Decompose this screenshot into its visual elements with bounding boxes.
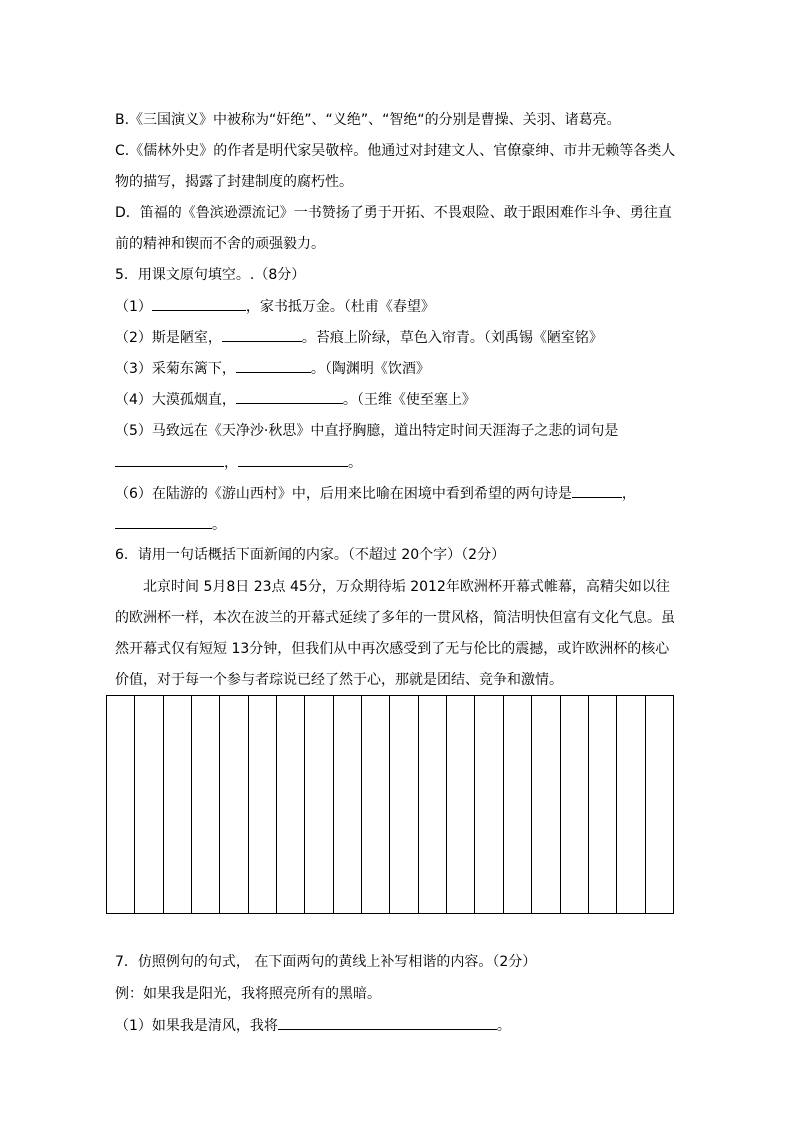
q5-item-6-end: 。 — [212, 517, 226, 533]
answer-grid-cell[interactable] — [419, 696, 447, 913]
q4-option-d-line1: D．笛福的《鲁滨逊漂流记》一书赞扬了勇于开拓、不畏艰险、敢于跟困难作斗争、勇往直 — [115, 205, 672, 221]
q5-item-5-end: 。 — [348, 455, 362, 471]
q6-news-line4: 价值，对于每一个参与者琮说已经了然于心，那就是团结、竞争和激情。 — [115, 672, 563, 688]
answer-grid-cell[interactable] — [334, 696, 362, 913]
q6-news-line2: 的欧洲杯一样，本次在波兰的开幕式延续了多年的一贯风格，简洁明快但富有文化气息。虽 — [115, 610, 675, 626]
answer-grid-cell[interactable] — [220, 696, 248, 913]
q7-title: 7．仿照例句的句式， 在下面两句的黄线上补写相谐的内容。（2分） — [115, 954, 537, 970]
q5-item-5-comma: ， — [224, 455, 238, 471]
q7-item-1-end: 。 — [496, 1018, 511, 1034]
q5-item-5-blank-1[interactable] — [115, 452, 224, 467]
q4-option-b: B.《三国演义》中被称为“奸绝”、“义绝”、“智绝“的分别是曹操、关羽、诸葛亮。 — [115, 112, 621, 128]
q5-item-1-number: （1） — [115, 299, 152, 315]
answer-grid-cell[interactable] — [249, 696, 277, 913]
answer-grid-cell[interactable] — [475, 696, 503, 913]
q5-item-6-comma: ， — [621, 486, 636, 502]
q5-item-2 — [115, 327, 603, 348]
q5-item-2-text-after: 。苔痕上阶绿，草色入帘青。（刘禹锡《陋室铭》 — [301, 330, 603, 346]
q5-item-3-text-after: 。（陶渊明《饮酒》 — [310, 361, 430, 377]
q5-item-5-blank-2[interactable] — [238, 452, 348, 467]
answer-grid-cell[interactable] — [362, 696, 390, 913]
q5-item-3-text-before: （3）采菊东篱下， — [115, 361, 236, 377]
q5-item-5-line1: （5）马致远在《天净沙·秋思》中直抒胸臆，道出特定时间天涯海子之悲的词句是 — [115, 423, 619, 439]
q5-item-6-blank-2[interactable] — [115, 514, 212, 529]
answer-grid-cell[interactable] — [390, 696, 418, 913]
answer-grid-cell[interactable] — [447, 696, 475, 913]
q4-option-d-line2: 前的精神和锲而不舍的顽强毅力。 — [115, 236, 325, 252]
q5-item-6-blank-1[interactable] — [572, 483, 622, 498]
answer-grid-cell[interactable] — [532, 696, 560, 913]
q5-item-6-line1 — [115, 483, 636, 504]
q6-news-line3: 然开幕式仅有短短 13分钟，但我们从中再次感受到了无与伦比的震撼，或许欧洲杯的核心 — [115, 641, 670, 657]
q5-item-1 — [115, 296, 435, 317]
q7-item-1 — [115, 1015, 511, 1036]
q5-item-2-blank[interactable] — [222, 327, 302, 342]
q4-option-c-line2: 物的描写，揭露了封建制度的腐朽性。 — [115, 174, 353, 190]
q5-item-4-blank[interactable] — [236, 389, 343, 404]
q6-title: 6．请用一句话概括下面新闻的内家。（不超过 20个字）（2分） — [115, 547, 506, 563]
q5-item-2-text-before: （2）斯是陋室， — [115, 330, 222, 346]
answer-grid-cell[interactable] — [646, 696, 673, 913]
answer-grid-cell[interactable] — [277, 696, 305, 913]
q7-example: 例：如果我是阳光，我将照亮所有的黑暗。 — [115, 986, 381, 1002]
answer-grid-cell[interactable] — [589, 696, 617, 913]
q5-item-3-blank[interactable] — [236, 358, 311, 373]
answer-grid[interactable] — [106, 695, 674, 914]
q5-item-4-text-before: （4）大漠孤烟直， — [115, 392, 236, 408]
answer-grid-cell[interactable] — [561, 696, 589, 913]
q5-item-3 — [115, 358, 430, 379]
answer-grid-cell[interactable] — [164, 696, 192, 913]
answer-grid-cell[interactable] — [617, 696, 645, 913]
q5-item-6-text: （6）在陆游的《游山西村》中，后用来比喻在困境中看到希望的两句诗是 — [115, 486, 572, 502]
q5-item-6-line2 — [115, 514, 226, 535]
q5-item-1-text: ，家书抵万金。（杜甫《春望》 — [245, 299, 435, 315]
q5-item-1-blank[interactable] — [152, 296, 246, 311]
answer-grid-cell[interactable] — [192, 696, 220, 913]
answer-grid-cell[interactable] — [135, 696, 163, 913]
q5-item-5-line2 — [115, 452, 362, 473]
q7-item-1-text: （1）如果我是清风，我将 — [115, 1018, 278, 1034]
q6-news-line1: 北京时间 5月8日 23点 45分，万众期待垢 2012年欧洲杯开幕式帷幕，高精尖如以往 — [143, 579, 670, 595]
answer-grid-cell[interactable] — [107, 696, 135, 913]
answer-grid-cell[interactable] — [504, 696, 532, 913]
answer-grid-cell[interactable] — [305, 696, 333, 913]
q4-option-c-line1: C.《儒林外史》的作者是明代家吴敬梓。他通过对封建文人、官僚豪绅、市井无赖等各类人 — [115, 143, 676, 159]
q7-item-1-blank[interactable] — [278, 1015, 497, 1030]
q5-item-4-text-after: 。（王维《使至塞上》 — [342, 392, 476, 408]
q5-item-4 — [115, 389, 476, 410]
q5-title: 5．用课文原句填空。.（8分） — [115, 267, 306, 283]
